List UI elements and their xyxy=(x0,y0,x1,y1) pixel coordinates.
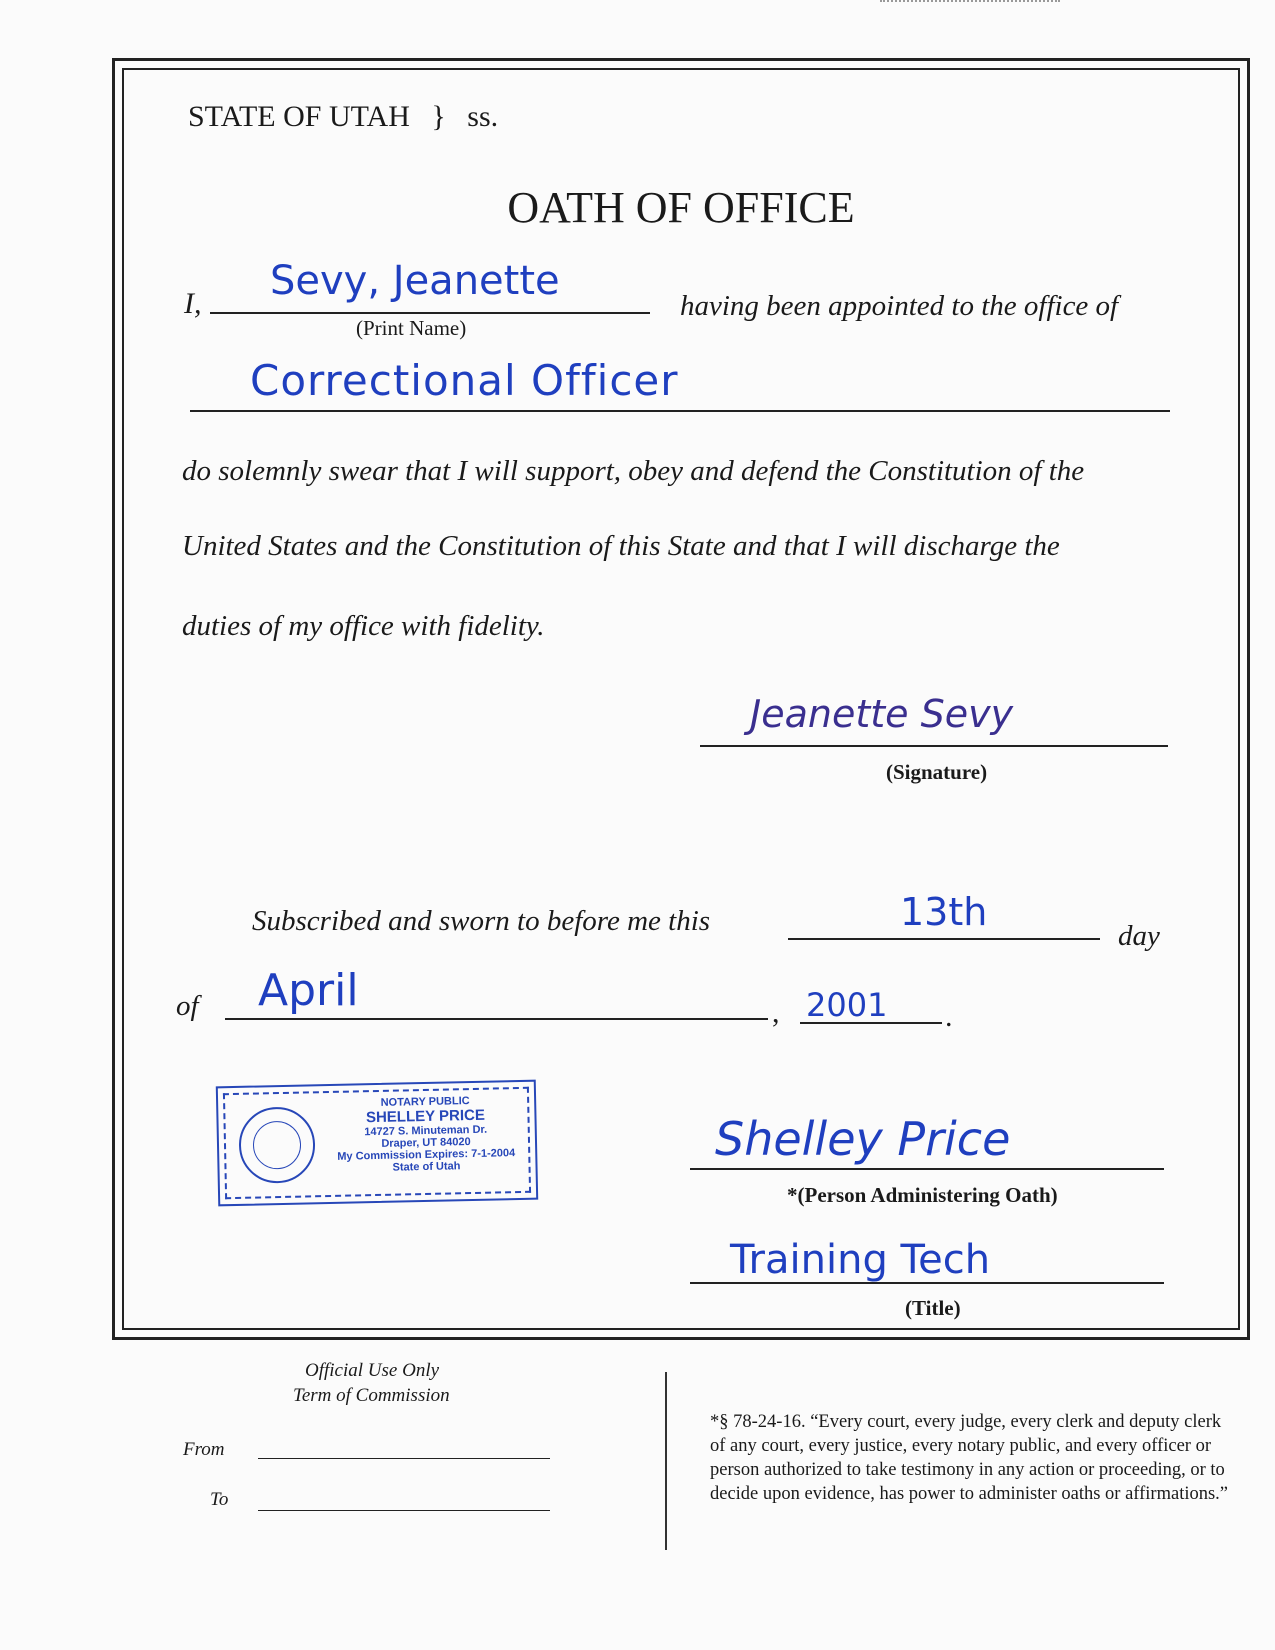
signature-caption: (Signature) xyxy=(886,760,988,784)
notary-address-1: 14727 S. Minuteman Dr. xyxy=(364,1123,488,1139)
handwritten-signature: Jeanette Sevy xyxy=(750,692,1014,736)
ss-label: ss. xyxy=(467,100,499,133)
oath-text-line-2: United States and the Constitution of this State and that I will discharge the xyxy=(182,530,1060,562)
administrator-caption: *(Person Administering Oath) xyxy=(787,1183,1058,1207)
sworn-text: Subscribed and sworn to before me this xyxy=(252,905,711,937)
signature-line xyxy=(700,745,1168,747)
name-line xyxy=(210,312,650,314)
of-label: of xyxy=(176,990,199,1022)
print-name-caption: (Print Name) xyxy=(356,316,467,340)
date-comma: , xyxy=(772,996,780,1029)
notary-stamp xyxy=(216,1080,538,1207)
handwritten-title: Training Tech xyxy=(730,1237,991,1283)
notary-state: State of Utah xyxy=(392,1160,461,1174)
to-label: To xyxy=(210,1489,229,1510)
footer-divider xyxy=(665,1372,667,1550)
i-prefix: I, xyxy=(184,287,202,320)
notary-address-2: Draper, UT 84020 xyxy=(381,1136,471,1150)
from-line xyxy=(258,1458,550,1459)
oath-text-line-1: do solemnly swear that I will support, obey and defend the Constitution of the xyxy=(182,455,1085,487)
handwritten-day: 13th xyxy=(900,890,988,934)
handwritten-year: 2001 xyxy=(806,986,888,1024)
to-line xyxy=(258,1510,550,1511)
official-use-heading: Official Use Only xyxy=(305,1360,440,1381)
handwritten-month: April xyxy=(258,965,359,1016)
venue-brace: } xyxy=(431,100,446,133)
document-title: OATH OF OFFICE xyxy=(507,183,855,232)
scan-artifact xyxy=(880,0,1060,2)
day-line xyxy=(788,938,1100,940)
administrator-signature-line xyxy=(690,1168,1164,1170)
state-seal-icon xyxy=(238,1106,316,1184)
handwritten-name: Sevy, Jeanette xyxy=(270,258,560,304)
title-caption: (Title) xyxy=(905,1296,961,1320)
notary-name: SHELLEY PRICE xyxy=(365,1106,486,1127)
handwritten-administrator-signature: Shelley Price xyxy=(715,1112,1011,1166)
notary-title: NOTARY PUBLIC xyxy=(380,1095,470,1109)
handwritten-office: Correctional Officer xyxy=(250,356,679,405)
month-line xyxy=(225,1018,768,1020)
seal-emblem-icon xyxy=(253,1121,302,1170)
venue-heading xyxy=(188,100,498,134)
office-line xyxy=(190,410,1170,412)
term-of-commission-heading: Term of Commission xyxy=(293,1385,450,1406)
appointed-text: having been appointed to the office of xyxy=(680,290,1119,322)
statute-citation: *§ 78-24-16. “Every court, every judge, every clerk and deputy clerk of any court, every justice, every notary public, and every officer or person authorized to take testimony in any action or proceeding, or to decide upon evidence, has power to administer oaths or affirmations.” xyxy=(710,1412,1229,1504)
oath-text-line-3: duties of my office with fidelity. xyxy=(182,610,545,642)
date-period: . xyxy=(945,1000,953,1033)
state-label: STATE OF UTAH xyxy=(188,100,410,133)
from-label: From xyxy=(183,1439,225,1460)
notary-commission: My Commission Expires: 7-1-2004 xyxy=(337,1147,516,1163)
notary-stamp-text xyxy=(322,1094,530,1175)
day-label: day xyxy=(1118,920,1160,952)
